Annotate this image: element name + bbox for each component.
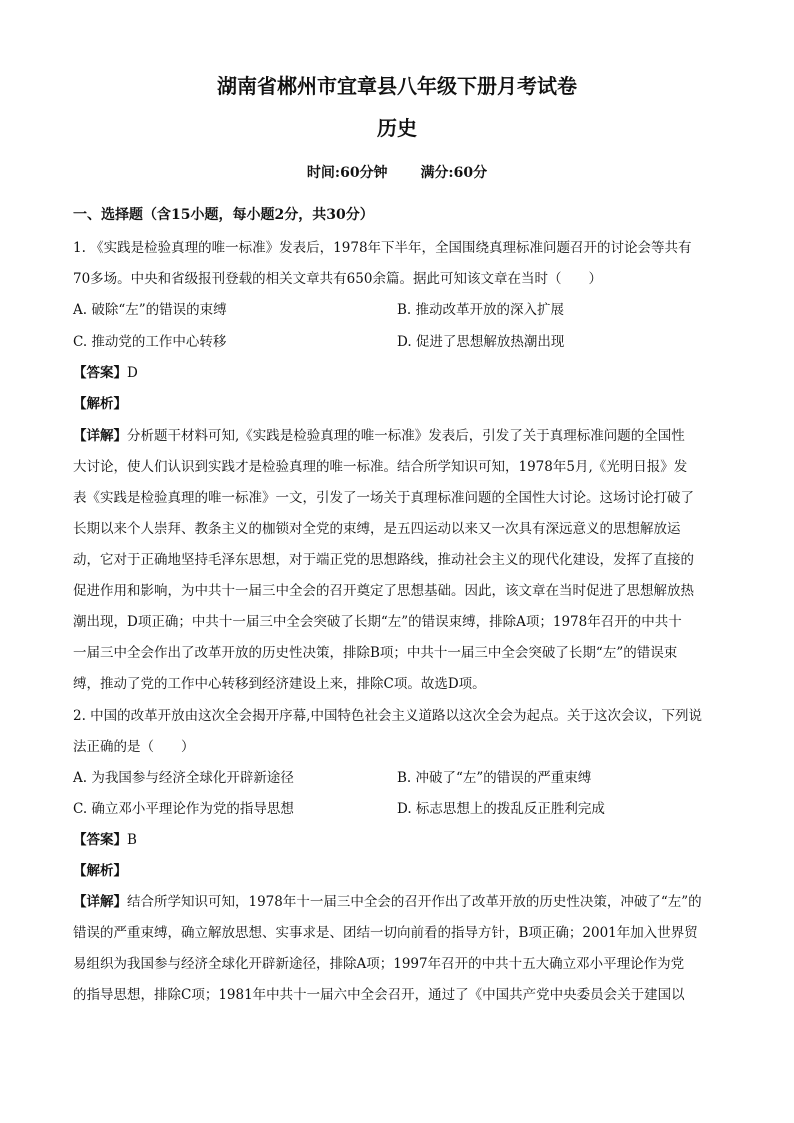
q2-stem-line-1: 2. 中国的改革开放由这次全会揭开序幕,中国特色社会主义道路以这次全会为起点。关于这次会议，下列说 — [73, 708, 702, 724]
detail-tag: 【详解】 — [73, 428, 127, 444]
answer-value: B — [127, 832, 137, 848]
q2-option-b: B. 冲破了“左”的错误的严重束缚 — [397, 770, 592, 786]
q1-detail-line-8: 一届三中全会作出了改革开放的历史性决策，排除B项；中共十一届三中全会突破了长期“左”的错误束 — [73, 645, 678, 661]
q2-option-d: D. 标志思想上的拨乱反正胜利完成 — [397, 801, 605, 817]
exam-title: 湖南省郴州市宜章县八年级下册月考试卷 — [217, 74, 577, 98]
answer-tag: 【答案】 — [73, 832, 127, 848]
detail-tag: 【详解】 — [73, 894, 127, 910]
full-score: 满分:60分 — [420, 165, 488, 181]
q1-detail-line-6: 促进作用和影响，为中共十一届三中全会的召开奠定了思想基础。因此，该文章在当时促进了思想解放热 — [73, 583, 694, 599]
q1-option-d: D. 促进了思想解放热潮出现 — [397, 334, 565, 350]
q2-detail-line-2: 错误的严重束缚，确立解放思想、实事求是、团结一切向前看的指导方针，B项正确；2001年加入世界贸 — [73, 925, 698, 941]
q1-option-a: A. 破除“左”的错误的束缚 — [73, 302, 227, 318]
q1-option-b: B. 推动改革开放的深入扩展 — [397, 302, 565, 318]
q2-stem-line-2: 法正确的是（ ） — [73, 739, 195, 755]
q2-detail-line-3: 易组织为我国参与经济全球化开辟新途径，排除A项；1997年召开的中共十五大确立邓小平理论作为党 — [73, 956, 685, 972]
exam-meta — [0, 162, 794, 182]
q1-detail-line-5: 动，它对于正确地坚持毛泽东思想，对于端正党的思想路线，推动社会主义的现代化建设，发挥了直接的 — [73, 552, 694, 568]
q1-detail-line-7: 潮出现，D项正确；中共十一届三中全会突破了长期“左”的错误束缚，排除A项；1978年召开的中共十 — [73, 614, 682, 630]
q1-detail-line-1: 【详解】分析题干材料可知,《实践是检验真理的唯一标准》发表后，引发了关于真理标准问题的全国性 — [73, 428, 685, 444]
q1-detail-line-3: 表《实践是检验真理的唯一标准》一文，引发了一场关于真理标准问题的全国性大讨论。这场讨论打破了 — [73, 490, 694, 506]
time-limit: 时间:60分钟 — [306, 165, 388, 181]
q1-detail-line-2: 大讨论，使人们认识到实践才是检验真理的唯一标准。结合所学知识可知，1978年5月,《光明日报》发 — [73, 459, 688, 475]
answer-value: D — [127, 365, 138, 381]
q1-detail-line-4: 长期以来个人崇拜、教条主义的枷锁对全党的束缚，是五四运动以来又一次具有深远意义的思想解放运 — [73, 521, 681, 537]
q1-analysis-tag: 【解析】 — [73, 396, 127, 412]
q2-analysis-tag: 【解析】 — [73, 863, 127, 879]
subject-title: 历史 — [377, 116, 417, 140]
q1-option-c: C. 推动党的工作中心转移 — [73, 334, 227, 350]
q2-option-c: C. 确立邓小平理论作为党的指导思想 — [73, 801, 294, 817]
q2-answer — [73, 828, 723, 848]
q2-detail-line-4: 的指导思想，排除C项；1981年中共十一届六中全会召开，通过了《中国共产党中央委员会关于建国以 — [73, 987, 685, 1003]
q2-detail-line-1: 【详解】结合所学知识可知，1978年十一届三中全会的召开作出了改革开放的历史性决策，冲破了“左”的 — [73, 894, 702, 910]
q1-stem-line-1: 1. 《实践是检验真理的唯一标准》发表后，1978年下半年，全国围绕真理标准问题召开的讨论会等共有 — [73, 240, 692, 256]
q1-answer — [73, 361, 723, 381]
section-heading: 一、选择题（含15小题，每小题2分，共30分） — [73, 207, 374, 223]
answer-tag: 【答案】 — [73, 365, 127, 381]
q1-detail-line-9: 缚，推动了党的工作中心转移到经济建设上来，排除C项。故选D项。 — [73, 676, 486, 692]
q2-option-a: A. 为我国参与经济全球化开辟新途径 — [73, 770, 294, 786]
q1-stem-line-2: 70多场。中央和省级报刊登载的相关文章共有650余篇。据此可知该文章在当时（ ） — [73, 271, 602, 287]
